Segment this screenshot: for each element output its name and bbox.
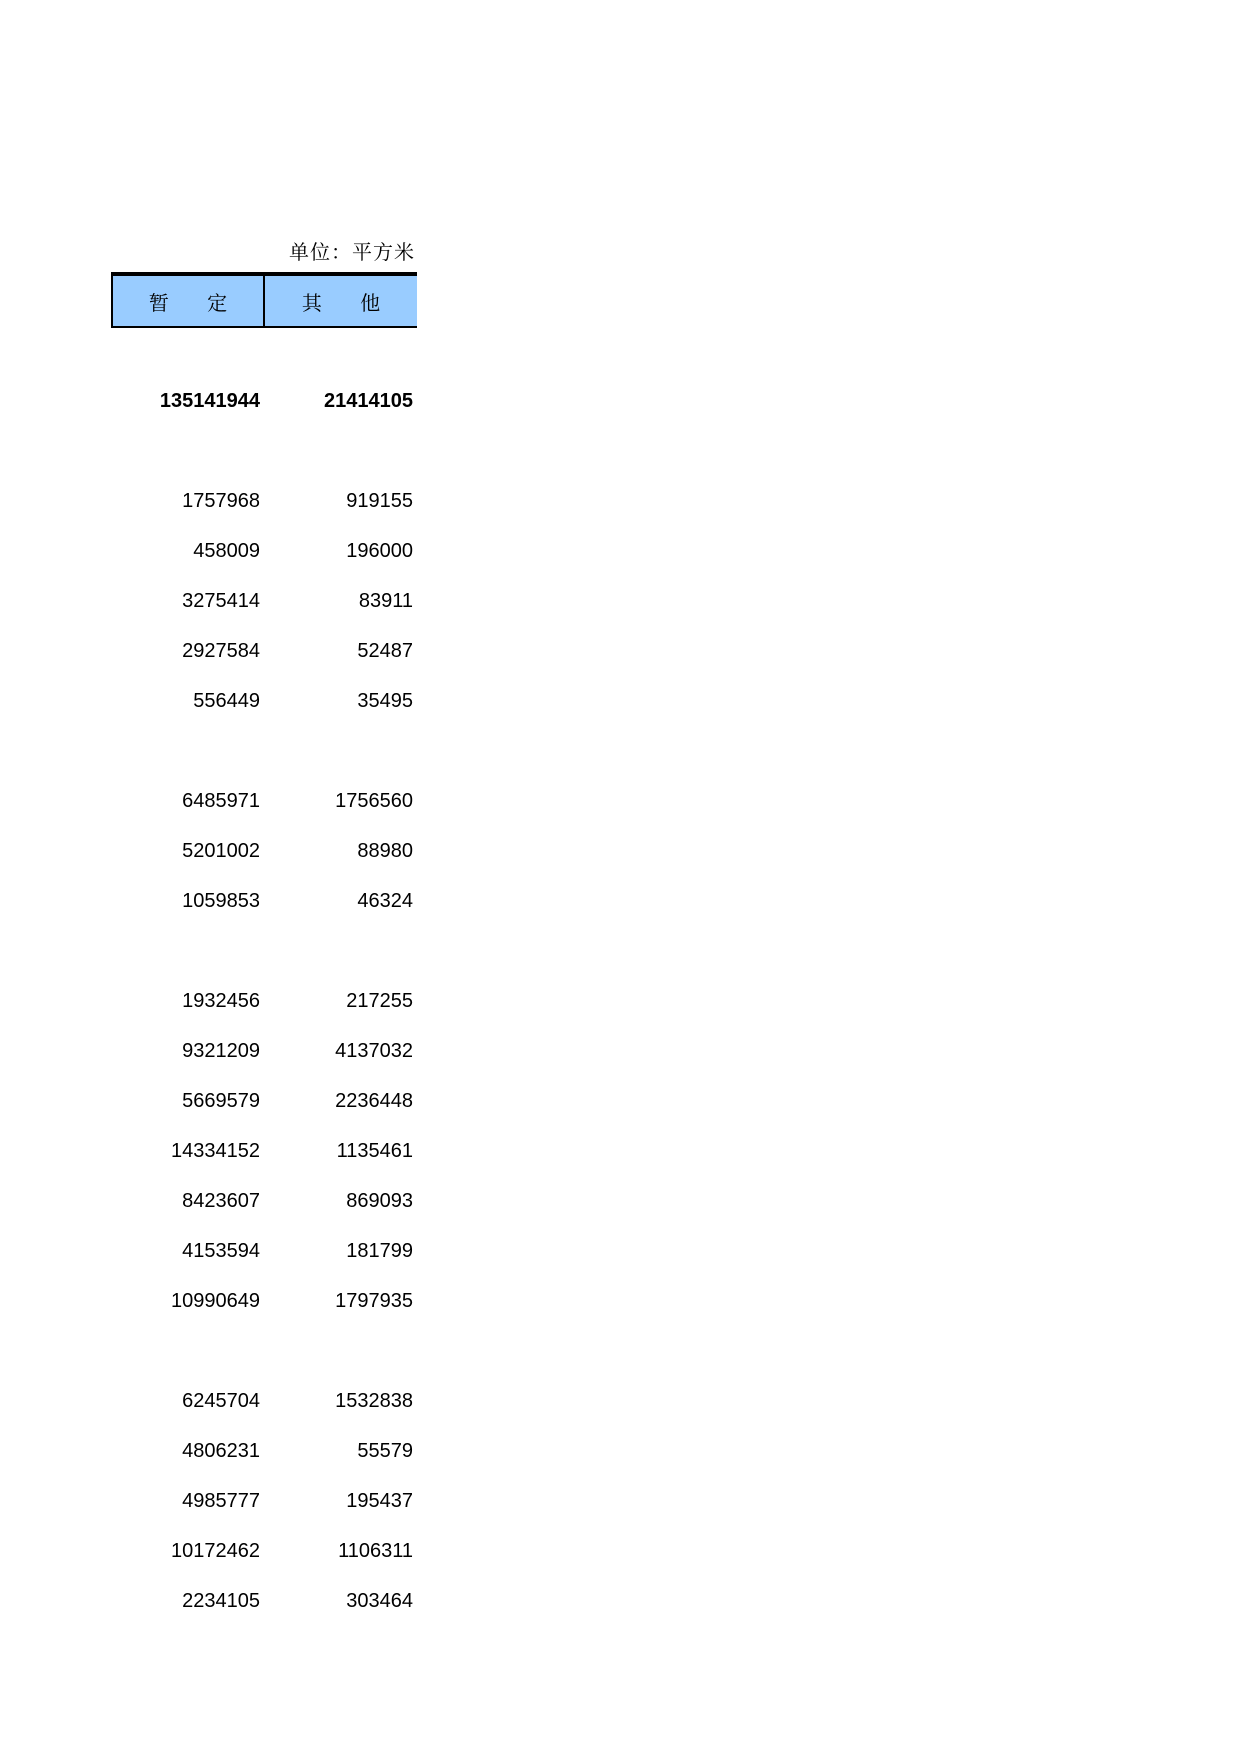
cell-other: 55579 — [357, 1440, 413, 1462]
table-header — [111, 272, 417, 328]
cell-other: 52487 — [357, 640, 413, 662]
cell-other: 1135461 — [336, 1140, 413, 1162]
table-row — [0, 790, 420, 820]
cell-provisional: 1059853 — [182, 890, 260, 912]
table-row — [0, 590, 420, 620]
cell-provisional: 10172462 — [171, 1540, 260, 1562]
unit-label: 单位：平方米 — [289, 240, 415, 264]
table-row — [0, 1190, 420, 1220]
cell-provisional: 4985777 — [182, 1490, 260, 1512]
cell-other: 919155 — [346, 490, 413, 512]
table-row — [0, 690, 420, 720]
cell-provisional: 8423607 — [182, 1190, 260, 1212]
table-row — [0, 1290, 420, 1320]
table-row — [0, 490, 420, 520]
cell-other: 4137032 — [335, 1040, 413, 1062]
cell-other: 196000 — [346, 540, 413, 562]
cell-provisional: 4806231 — [182, 1440, 260, 1462]
cell-provisional: 14334152 — [171, 1140, 260, 1162]
cell-other: 181799 — [346, 1240, 413, 1262]
cell-provisional: 556449 — [193, 690, 260, 712]
column-header-other: 其 他 — [265, 276, 417, 326]
cell-other: 1532838 — [335, 1390, 413, 1412]
table-row — [0, 990, 420, 1020]
column-header-provisional: 暂 定 — [113, 276, 265, 326]
table-row — [0, 1490, 420, 1520]
table-row — [0, 1240, 420, 1270]
table-row — [0, 840, 420, 870]
cell-other: 1106311 — [338, 1540, 413, 1562]
cell-provisional: 1932456 — [182, 990, 260, 1012]
cell-provisional: 5669579 — [182, 1090, 260, 1112]
cell-provisional: 1757968 — [182, 490, 260, 512]
table-row — [0, 1040, 420, 1070]
cell-other: 83911 — [358, 590, 413, 612]
cell-other: 303464 — [346, 1590, 413, 1612]
cell-other: 217255 — [346, 990, 413, 1012]
cell-other: 195437 — [346, 1490, 413, 1512]
table-row — [0, 540, 420, 570]
cell-other: 1756560 — [335, 790, 413, 812]
cell-other: 2236448 — [335, 1090, 413, 1112]
cell-provisional: 10990649 — [171, 1290, 260, 1312]
table-row — [0, 1090, 420, 1120]
cell-provisional: 5201002 — [182, 840, 260, 862]
table-row — [0, 1590, 420, 1620]
cell-other: 35495 — [357, 690, 413, 712]
table-row — [0, 1140, 420, 1170]
cell-provisional: 135141944 — [159, 390, 260, 412]
cell-provisional: 3275414 — [182, 590, 260, 612]
table-row — [0, 1390, 420, 1420]
table-row — [0, 1540, 420, 1570]
cell-provisional: 6485971 — [182, 790, 260, 812]
cell-other: 21414105 — [324, 390, 413, 412]
table-row — [0, 640, 420, 670]
cell-provisional: 6245704 — [182, 1390, 260, 1412]
cell-provisional: 9321209 — [182, 1040, 260, 1062]
table-row — [0, 890, 420, 920]
cell-provisional: 4153594 — [182, 1240, 260, 1262]
cell-other: 88980 — [357, 840, 413, 862]
cell-other: 46324 — [357, 890, 413, 912]
table-row — [0, 1440, 420, 1470]
cell-other: 1797935 — [335, 1290, 413, 1312]
cell-provisional: 2927584 — [182, 640, 260, 662]
table-row-total — [0, 390, 420, 420]
cell-provisional: 458009 — [193, 540, 260, 562]
cell-provisional: 2234105 — [182, 1590, 260, 1612]
cell-other: 869093 — [346, 1190, 413, 1212]
